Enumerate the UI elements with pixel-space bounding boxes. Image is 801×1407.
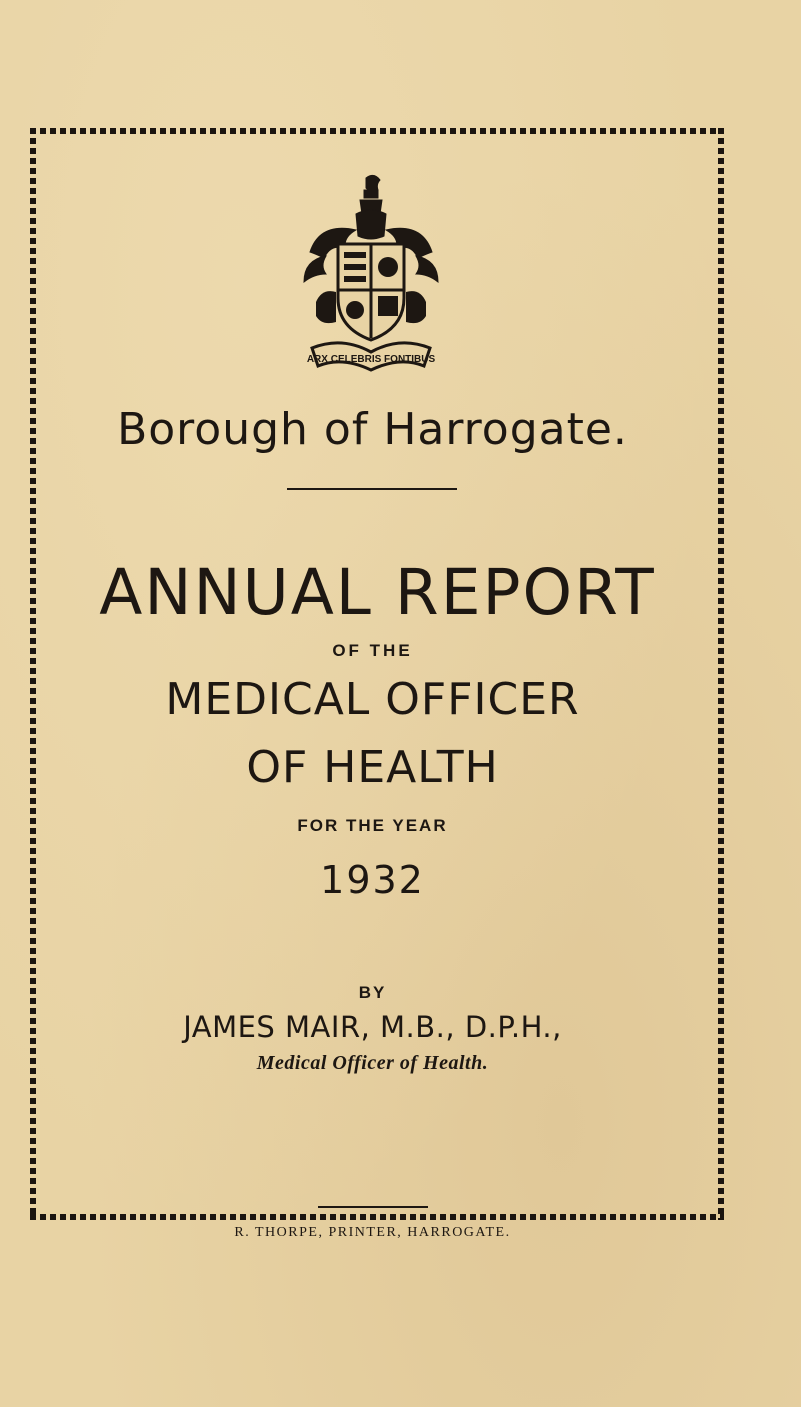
medical-officer-text: MEDICAL OFFICER <box>165 674 580 725</box>
by-text: BY <box>358 983 387 1002</box>
author-name: JAMES MAIR, M.B., D.P.H., <box>183 1010 562 1044</box>
border-bottom <box>30 1214 724 1220</box>
title-rule <box>287 488 457 490</box>
page-title: Borough of Harrogate. <box>117 404 628 455</box>
report-year: 1932 <box>320 858 425 902</box>
printer-credit: R. THORPE, PRINTER, HARROGATE. <box>234 1225 511 1240</box>
printer-rule <box>318 1206 428 1208</box>
for-the-year-text: FOR THE YEAR <box>297 816 448 835</box>
of-health-text: OF HEALTH <box>246 742 499 793</box>
report-heading: ANNUAL REPORT <box>99 556 656 629</box>
author-role: Medical Officer of Health. <box>256 1052 489 1074</box>
of-the-text: OF THE <box>332 641 413 660</box>
borough-crest-icon <box>302 172 440 382</box>
border-top <box>30 128 724 134</box>
crest-motto: ARX CELEBRIS FONTIBUS <box>306 354 436 365</box>
